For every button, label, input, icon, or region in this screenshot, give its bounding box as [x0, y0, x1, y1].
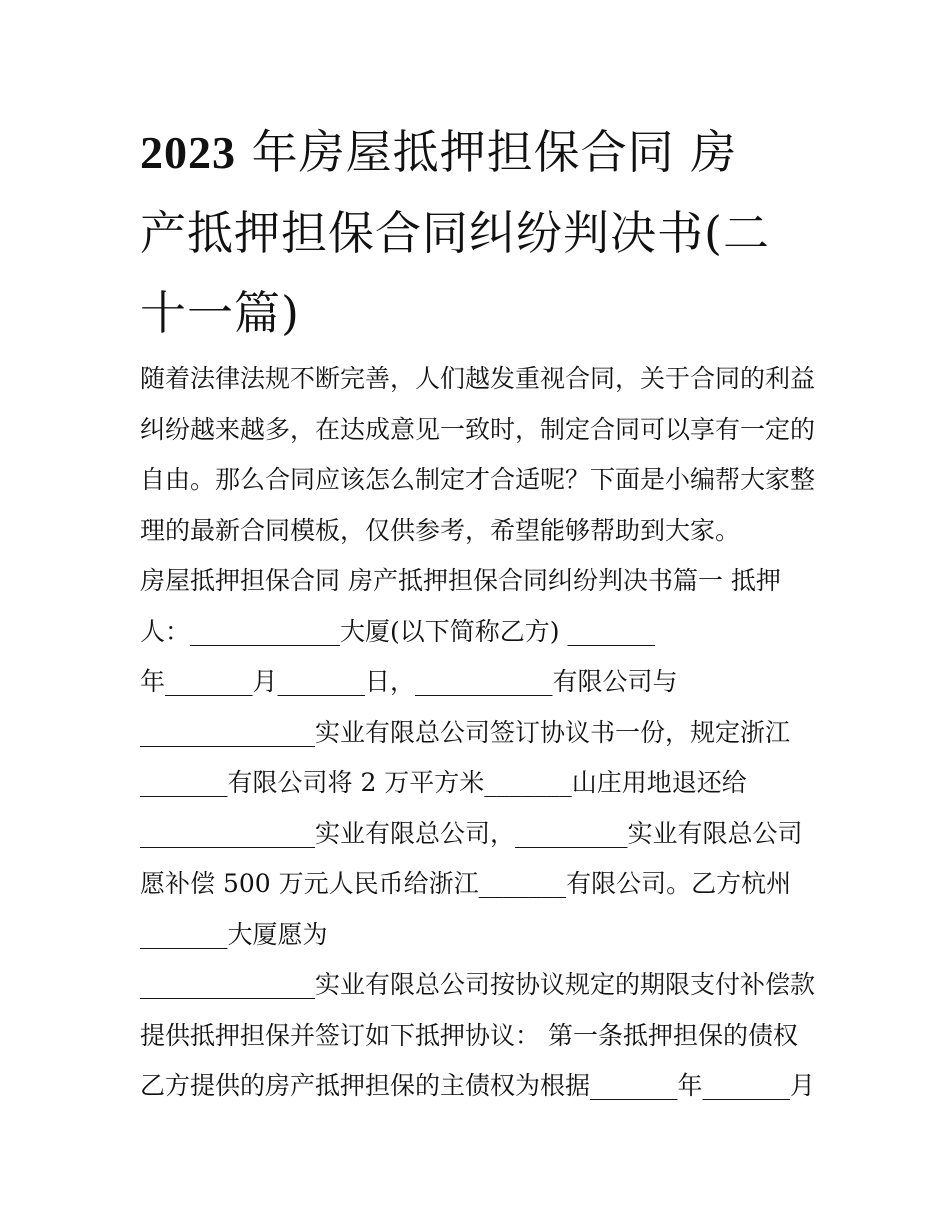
body-line: 乙方提供的房产抵押担保的主债权为根据_______年_______月 [140, 1071, 816, 1100]
body-line: _______有限公司将 2 万平方米_______山庄用地退还给 [140, 768, 747, 797]
body-line: 理的最新合同模板，仅供参考，希望能够帮助到大家。 [140, 515, 741, 545]
body-line: 提供抵押担保并签订如下抵押协议： 第一条抵押担保的债权 [140, 1020, 798, 1050]
title-line-2: 产抵押担保合同纠纷判决书(二 [140, 206, 770, 260]
title-line-1 [140, 112, 830, 193]
body-line: ______________实业有限总公司按协议规定的期限支付补偿款 [140, 970, 816, 999]
body-line: ______________实业有限总公司，_________实业有限总公司 [140, 818, 803, 848]
body-line: 随着法律法规不断完善，人们越发重视合同，关于合同的利益 [140, 364, 816, 393]
body-paragraphs [140, 354, 820, 1112]
body-line: 愿补偿 500 万元人民币给浙江_______有限公司。乙方杭州 [140, 869, 792, 898]
title-year: 2023 [140, 127, 236, 178]
body-line: _______大厦愿为 [140, 919, 328, 949]
section-heading-line: 房屋抵押担保合同 房产抵押担保合同纠纷判决书篇一 抵押 [140, 566, 781, 595]
body-line: 自由。那么合同应该怎么制定才合适呢？下面是小编帮大家整 [140, 465, 816, 494]
title-line-3: 十一篇) [140, 286, 300, 340]
document-title [140, 112, 830, 353]
body-line: 纠纷越来越多，在达成意见一致时，制定合同可以享有一定的 [140, 414, 816, 444]
body-line: 年_______月_______日，___________有限公司与 [140, 667, 678, 696]
title-line-1-rest: 年房屋抵押担保合同 房 [236, 125, 738, 179]
body-line: 人：____________大厦(以下简称乙方) _______ [140, 616, 655, 646]
body-line: ______________实业有限总公司签订协议书一份，规定浙江 [140, 717, 791, 747]
